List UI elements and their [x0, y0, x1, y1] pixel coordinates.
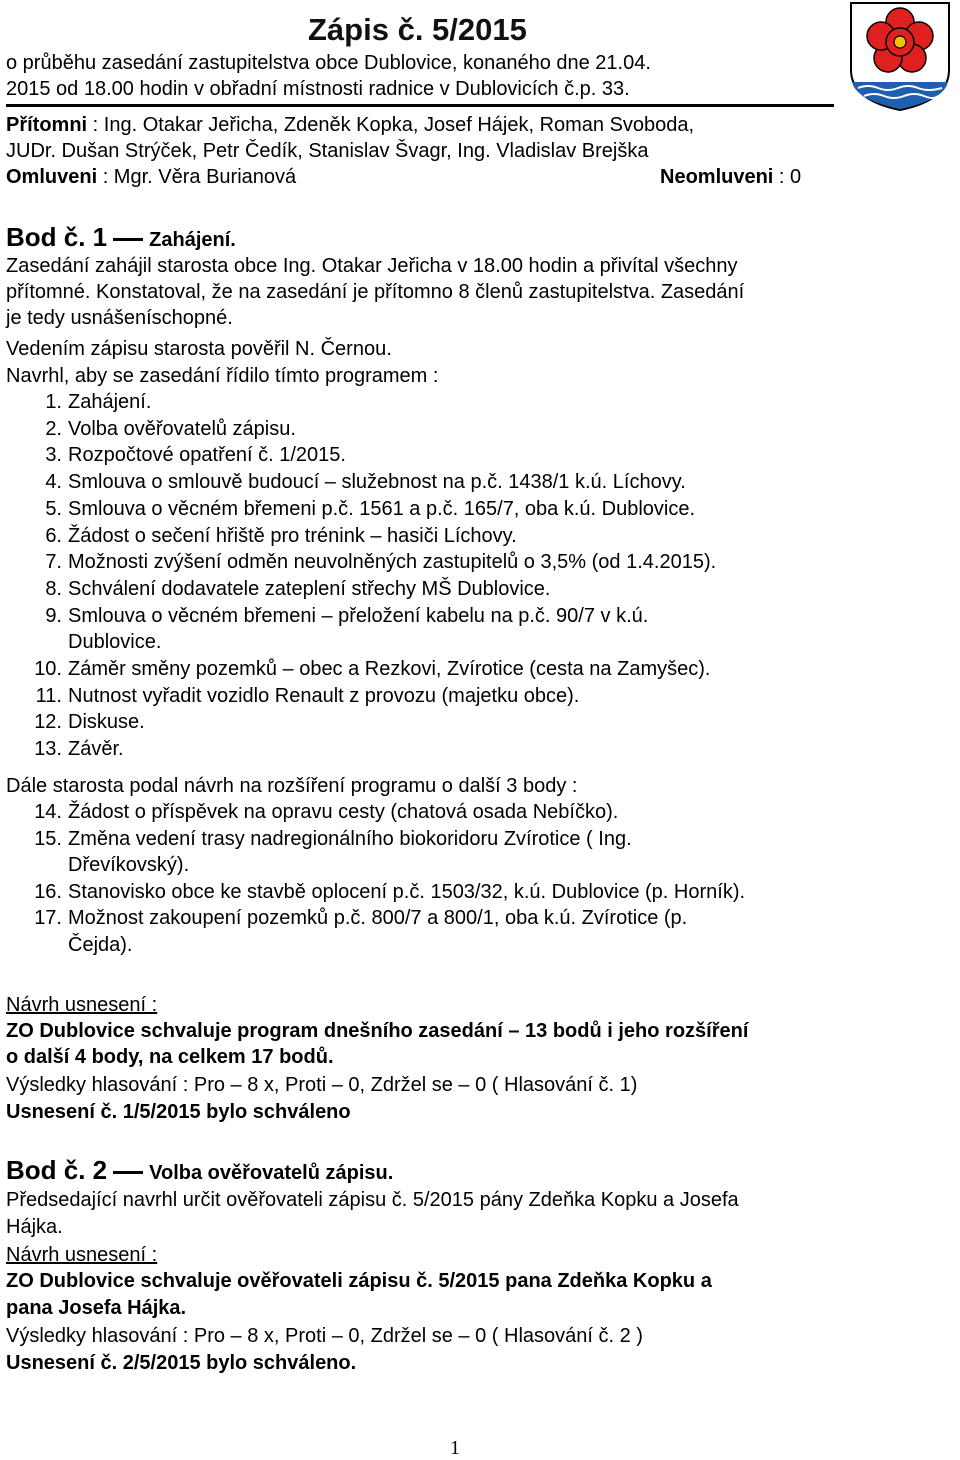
list-item-text: Čejda). [68, 933, 133, 956]
paragraph: Vedením zápisu starosta pověřil N. Černou. [6, 338, 392, 360]
list-item-text: Stanovisko obce ke stavbě oplocení p.č. 1503/32, k.ú. Dublovice (p. Horník). [68, 880, 746, 903]
resolution-text: ZO Dublovice schvaluje program dnešního zasedání – 13 bodů i jeho rozšíření [6, 1020, 749, 1042]
section-number: Bod č. 2 [6, 1155, 108, 1185]
present-label: Přítomni [6, 114, 88, 136]
list-item-text: Smlouva o smlouvě budoucí – služebnost na p.č. 1438/1 k.ú. Líchovy. [68, 471, 686, 494]
paragraph: Zasedání zahájil starosta obce Ing. Otakar Jeřicha v 18.00 hodin a přivítal všechny [6, 255, 738, 277]
list-item-number: 10. [34, 658, 62, 680]
list-item-number: 6. [45, 524, 62, 547]
page-number: 1 [450, 1437, 460, 1459]
list-item-text: Žádost o sečení hřiště pro trénink – hasiči Líchovy. [68, 524, 517, 547]
list-item-text: Změna vedení trasy nadregionálního biokoridoru Zvírotice ( Ing. [68, 827, 632, 850]
list-item-text: Nutnost vyřadit vozidlo Renault z provozu (majetku obce). [68, 684, 580, 707]
list-item-number: 4. [45, 471, 62, 494]
list-item-text: Dřevíkovský). [68, 854, 190, 876]
paragraph: Předsedající navrhl určit ověřovateli zápisu č. 5/2015 pány Zdeňka Kopku a Josefa [6, 1189, 739, 1211]
list-item-text: Schválení dodavatele zateplení střechy MŠ Dublovice. [68, 577, 551, 600]
unexcused [660, 164, 801, 190]
vote-result: Výsledky hlasování : Pro – 8 x, Proti – 0, Zdržel se – 0 ( Hlasování č. 2 ) [6, 1325, 643, 1347]
list-item-number: 15. [34, 827, 62, 850]
proposal-label: Návrh usnesení : [6, 994, 158, 1016]
list-item-text: Možnosti zvýšení odměn neuvolněných zastupitelů o 3,5% (od 1.4.2015). [68, 551, 717, 574]
page-title: Zápis č. 5/2015 [308, 12, 527, 47]
header-divider [6, 104, 834, 107]
section-heading-bod2 [6, 1155, 393, 1186]
paragraph: je tedy usnášeníschopné. [6, 307, 233, 329]
list-item-number: 14. [34, 801, 62, 823]
excused-value: : Mgr. Věra Burianová [97, 166, 297, 188]
list-item-text: Dublovice. [68, 631, 162, 654]
list-item-text: Volba ověřovatelů zápisu. [68, 417, 296, 440]
section-title: Volba ověřovatelů zápisu. [149, 1162, 394, 1184]
present-names: : Ing. Otakar Jeřicha, Zdeněk Kopka, Josef Hájek, Roman Svoboda, [87, 114, 695, 136]
list-item-text: Diskuse. [68, 711, 145, 734]
list-item-text: Závěr. [68, 738, 124, 761]
resolution-text: pana Josefa Hájka. [6, 1297, 187, 1319]
attendance-line [6, 164, 834, 190]
list-item-number: 13. [34, 738, 62, 761]
unexcused-label: Neomluveni [660, 166, 774, 188]
list-item-number: 2. [45, 417, 62, 440]
list-item-text: Zahájení. [68, 391, 152, 413]
dash-icon [113, 238, 143, 241]
resolution-text: ZO Dublovice schvaluje ověřovateli zápisu č. 5/2015 pana Zdeňka Kopku a [6, 1270, 712, 1292]
proposal-label: Návrh usnesení : [6, 1244, 158, 1266]
list-item-number: 5. [45, 497, 62, 520]
extension-intro: Dále starosta podal návrh na rozšíření programu o další 3 body : [6, 775, 578, 797]
header-line: o průběhu zasedání zastupitelstva obce Dublovice, konaného dne 21.04. [6, 52, 651, 74]
list-item-number: 7. [45, 551, 62, 574]
list-item-text: Smlouva o věcném břemeni – přeložení kabelu na p.č. 90/7 v k.ú. [68, 604, 649, 627]
dash-icon [113, 1171, 143, 1174]
list-item-text: Možnost zakoupení pozemků p.č. 800/7 a 800/1, oba k.ú. Zvírotice (p. [68, 907, 688, 929]
list-item-number: 3. [45, 444, 62, 467]
paragraph: přítomné. Konstatoval, že na zasedání je přítomno 8 členů zastupitelstva. Zasedání [6, 281, 745, 303]
list-item-number: 8. [45, 577, 62, 600]
paragraph: Hájka. [6, 1216, 63, 1238]
section-heading-bod1 [6, 222, 236, 253]
list-item-number: 9. [45, 604, 62, 627]
list-item-number: 11. [35, 684, 62, 707]
vote-result: Výsledky hlasování : Pro – 8 x, Proti – 0, Zdržel se – 0 ( Hlasování č. 1) [6, 1074, 638, 1096]
paragraph: Navrhl, aby se zasedání řídilo tímto programem : [6, 365, 439, 387]
header-line: 2015 od 18.00 hodin v obřadní místnosti radnice v Dublovicích č.p. 33. [6, 78, 630, 100]
list-item-text: Žádost o příspěvek na opravu cesty (chatová osada Nebíčko). [68, 801, 619, 823]
excused-label: Omluveni [6, 166, 98, 188]
list-item-text: Záměr směny pozemků – obec a Rezkovi, Zvírotice (cesta na Zamyšec). [68, 658, 711, 680]
section-number: Bod č. 1 [6, 222, 108, 252]
unexcused-value: : 0 [773, 166, 802, 188]
list-item-number: 1. [45, 391, 62, 413]
list-item-text: Rozpočtové opatření č. 1/2015. [68, 444, 346, 467]
resolution-approved: Usnesení č. 2/5/2015 bylo schváleno. [6, 1352, 357, 1374]
list-item-number: 16. [34, 880, 62, 903]
municipal-crest-icon [848, 0, 952, 112]
list-item-text: Smlouva o věcném břemeni p.č. 1561 a p.č. 165/7, oba k.ú. Dublovice. [68, 497, 696, 520]
list-item-number: 17. [34, 907, 62, 929]
present-line-2: JUDr. Dušan Strýček, Petr Čedík, Stanislav Švagr, Ing. Vladislav Brejška [6, 140, 649, 162]
resolution-text: o další 4 body, na celkem 17 bodů. [6, 1046, 334, 1068]
present-line [6, 112, 694, 138]
list-item-number: 12. [34, 711, 62, 734]
resolution-approved: Usnesení č. 1/5/2015 bylo schváleno [6, 1101, 351, 1123]
section-title: Zahájení. [149, 229, 236, 251]
